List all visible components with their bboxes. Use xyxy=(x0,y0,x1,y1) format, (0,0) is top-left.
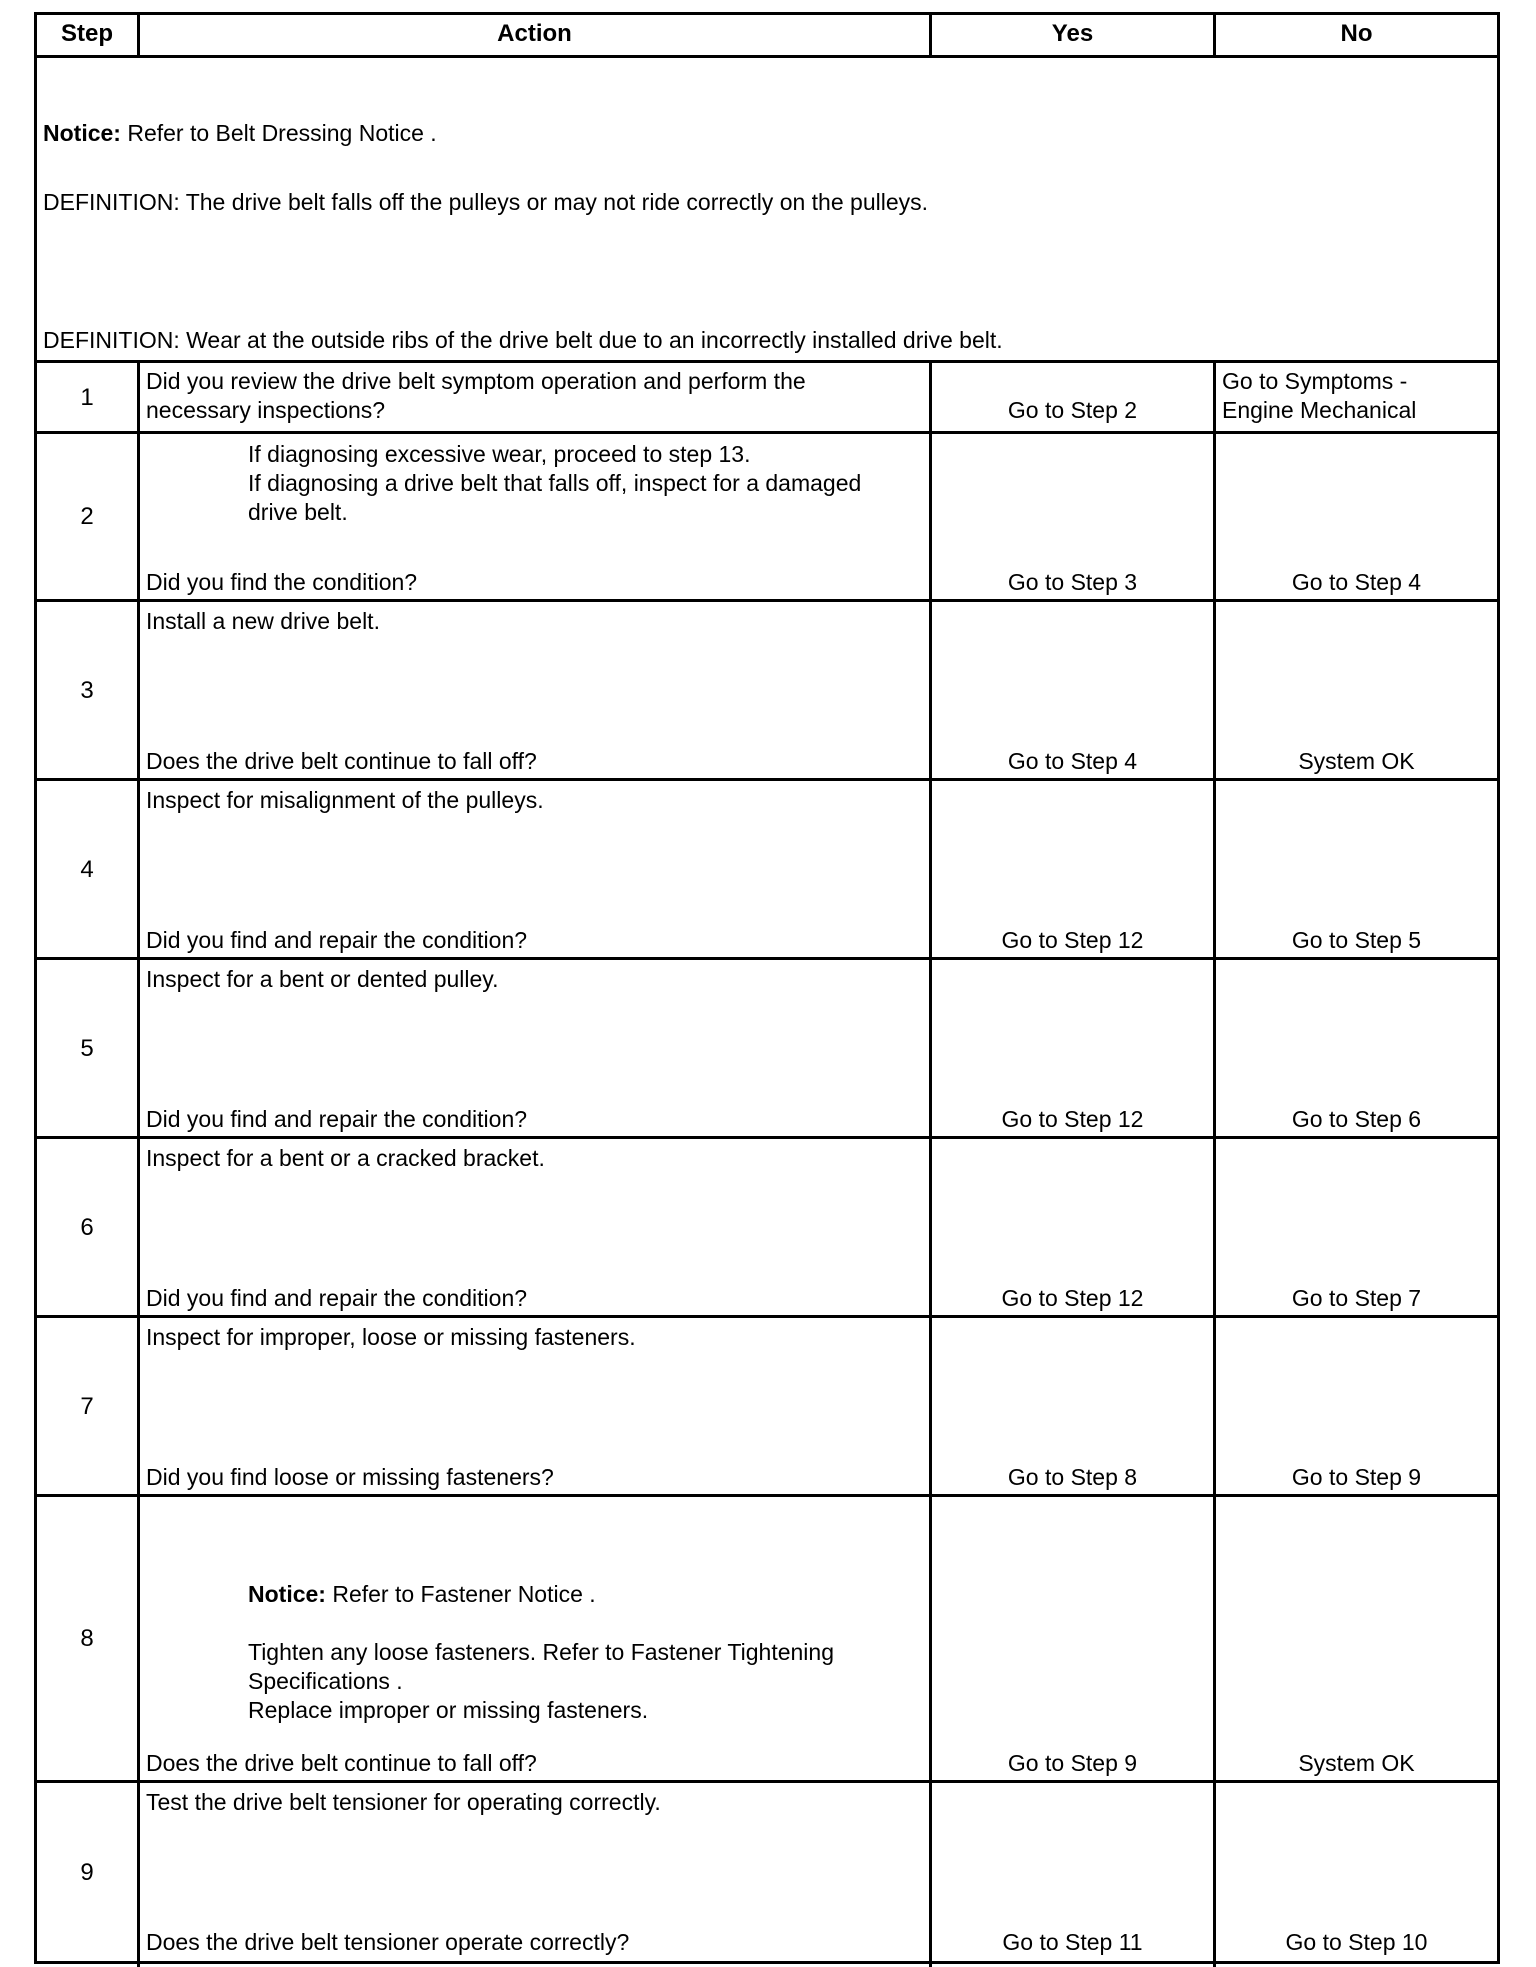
header-action: Action xyxy=(497,20,572,47)
notice-label: Notice: xyxy=(248,1581,326,1607)
no-result: Go to Step 10 xyxy=(1285,1929,1428,1955)
col-divider xyxy=(137,363,140,1967)
intro-definition-1: DEFINITION: The drive belt falls off the pulleys or may not ride correctly on the pulleys. xyxy=(43,189,929,215)
action-text: Inspect for a bent or dented pulley. xyxy=(146,966,499,992)
row-divider xyxy=(37,360,1497,363)
row-divider xyxy=(37,55,1497,58)
intro-notice xyxy=(43,119,1483,148)
action-line: drive belt. xyxy=(248,499,348,525)
row-divider xyxy=(37,957,1497,960)
yes-result: Go to Step 12 xyxy=(1001,927,1144,953)
yes-result: Go to Step 9 xyxy=(1007,1750,1138,1776)
intro-definition-2: DEFINITION: Wear at the outside ribs of the drive belt due to an incorrectly installed drive belt. xyxy=(43,327,1003,353)
action-line: Tighten any loose fasteners. Refer to Fastener Tightening xyxy=(248,1639,834,1665)
question-text: Did you find the condition? xyxy=(146,569,418,595)
question-text: Does the drive belt continue to fall off? xyxy=(146,748,537,774)
action-text xyxy=(248,1638,928,1725)
no-line: Go to Symptoms - xyxy=(1222,368,1408,394)
diagnostic-table xyxy=(34,12,1500,1964)
action-text xyxy=(146,367,926,425)
no-result: Go to Step 7 xyxy=(1291,1285,1422,1311)
step-8-notice xyxy=(248,1580,928,1609)
action-text: Inspect for improper, loose or missing fasteners. xyxy=(146,1324,636,1350)
action-line: If diagnosing excessive wear, proceed to step 13. xyxy=(248,441,751,467)
action-text: Inspect for misalignment of the pulleys. xyxy=(146,787,544,813)
no-result: Go to Step 9 xyxy=(1291,1464,1422,1490)
col-divider xyxy=(929,363,932,1967)
no-result: Go to Step 5 xyxy=(1291,927,1422,953)
step-number: 5 xyxy=(80,1034,94,1062)
row-divider xyxy=(37,1780,1497,1783)
question-text: Did you find and repair the condition? xyxy=(146,1106,528,1132)
step-number: 6 xyxy=(80,1213,94,1241)
col-divider xyxy=(1213,363,1216,1967)
action-text: Test the drive belt tensioner for operating correctly. xyxy=(146,1789,661,1815)
header-no: No xyxy=(1340,20,1373,47)
row-divider xyxy=(37,1136,1497,1139)
row-divider xyxy=(37,778,1497,781)
step-number: 7 xyxy=(80,1392,94,1420)
no-result: Go to Step 6 xyxy=(1291,1106,1422,1132)
step-number: 1 xyxy=(80,383,94,411)
no-result: System OK xyxy=(1298,1750,1415,1776)
no-result: Go to Step 4 xyxy=(1291,569,1422,595)
notice-label: Notice: xyxy=(43,120,121,146)
yes-result: Go to Step 11 xyxy=(1002,1929,1143,1955)
no-line: Engine Mechanical xyxy=(1222,397,1417,423)
action-line: necessary inspections? xyxy=(146,397,386,423)
step-number: 8 xyxy=(80,1625,94,1652)
yes-result: Go to Step 8 xyxy=(1007,1464,1138,1490)
step-number: 9 xyxy=(80,1858,94,1886)
question-text: Does the drive belt tensioner operate correctly? xyxy=(146,1929,630,1955)
yes-result: Go to Step 12 xyxy=(1001,1285,1144,1311)
notice-text: Refer to Fastener Notice . xyxy=(325,1581,596,1607)
header-step: Step xyxy=(60,20,113,47)
row-divider xyxy=(37,1315,1497,1318)
step-number: 2 xyxy=(80,503,94,530)
step-number: 4 xyxy=(80,855,94,883)
yes-result: Go to Step 12 xyxy=(1001,1106,1144,1132)
yes-result: Go to Step 2 xyxy=(1007,397,1138,423)
action-line: Replace improper or missing fasteners. xyxy=(248,1697,649,1723)
yes-result: Go to Step 4 xyxy=(1007,748,1138,774)
action-line: Did you review the drive belt symptom operation and perform the xyxy=(146,368,806,394)
row-divider xyxy=(37,599,1497,602)
header-yes: Yes xyxy=(1051,20,1094,47)
no-result: System OK xyxy=(1298,748,1415,774)
action-line: Specifications . xyxy=(248,1668,403,1694)
action-text xyxy=(248,440,928,527)
action-text: Inspect for a bent or a cracked bracket. xyxy=(146,1145,545,1171)
row-divider xyxy=(37,431,1497,434)
row-divider xyxy=(37,1494,1497,1497)
no-result xyxy=(1222,367,1497,425)
question-text: Did you find and repair the condition? xyxy=(146,1285,528,1311)
question-text: Did you find and repair the condition? xyxy=(146,927,528,953)
yes-result: Go to Step 3 xyxy=(1007,569,1138,595)
action-line: If diagnosing a drive belt that falls off, inspect for a damaged xyxy=(248,470,862,496)
question-text: Does the drive belt continue to fall off? xyxy=(146,1750,537,1776)
question-text: Did you find loose or missing fasteners? xyxy=(146,1464,554,1490)
action-text: Install a new drive belt. xyxy=(146,608,380,634)
step-number: 3 xyxy=(80,676,94,704)
notice-text: Refer to Belt Dressing Notice . xyxy=(120,120,437,146)
